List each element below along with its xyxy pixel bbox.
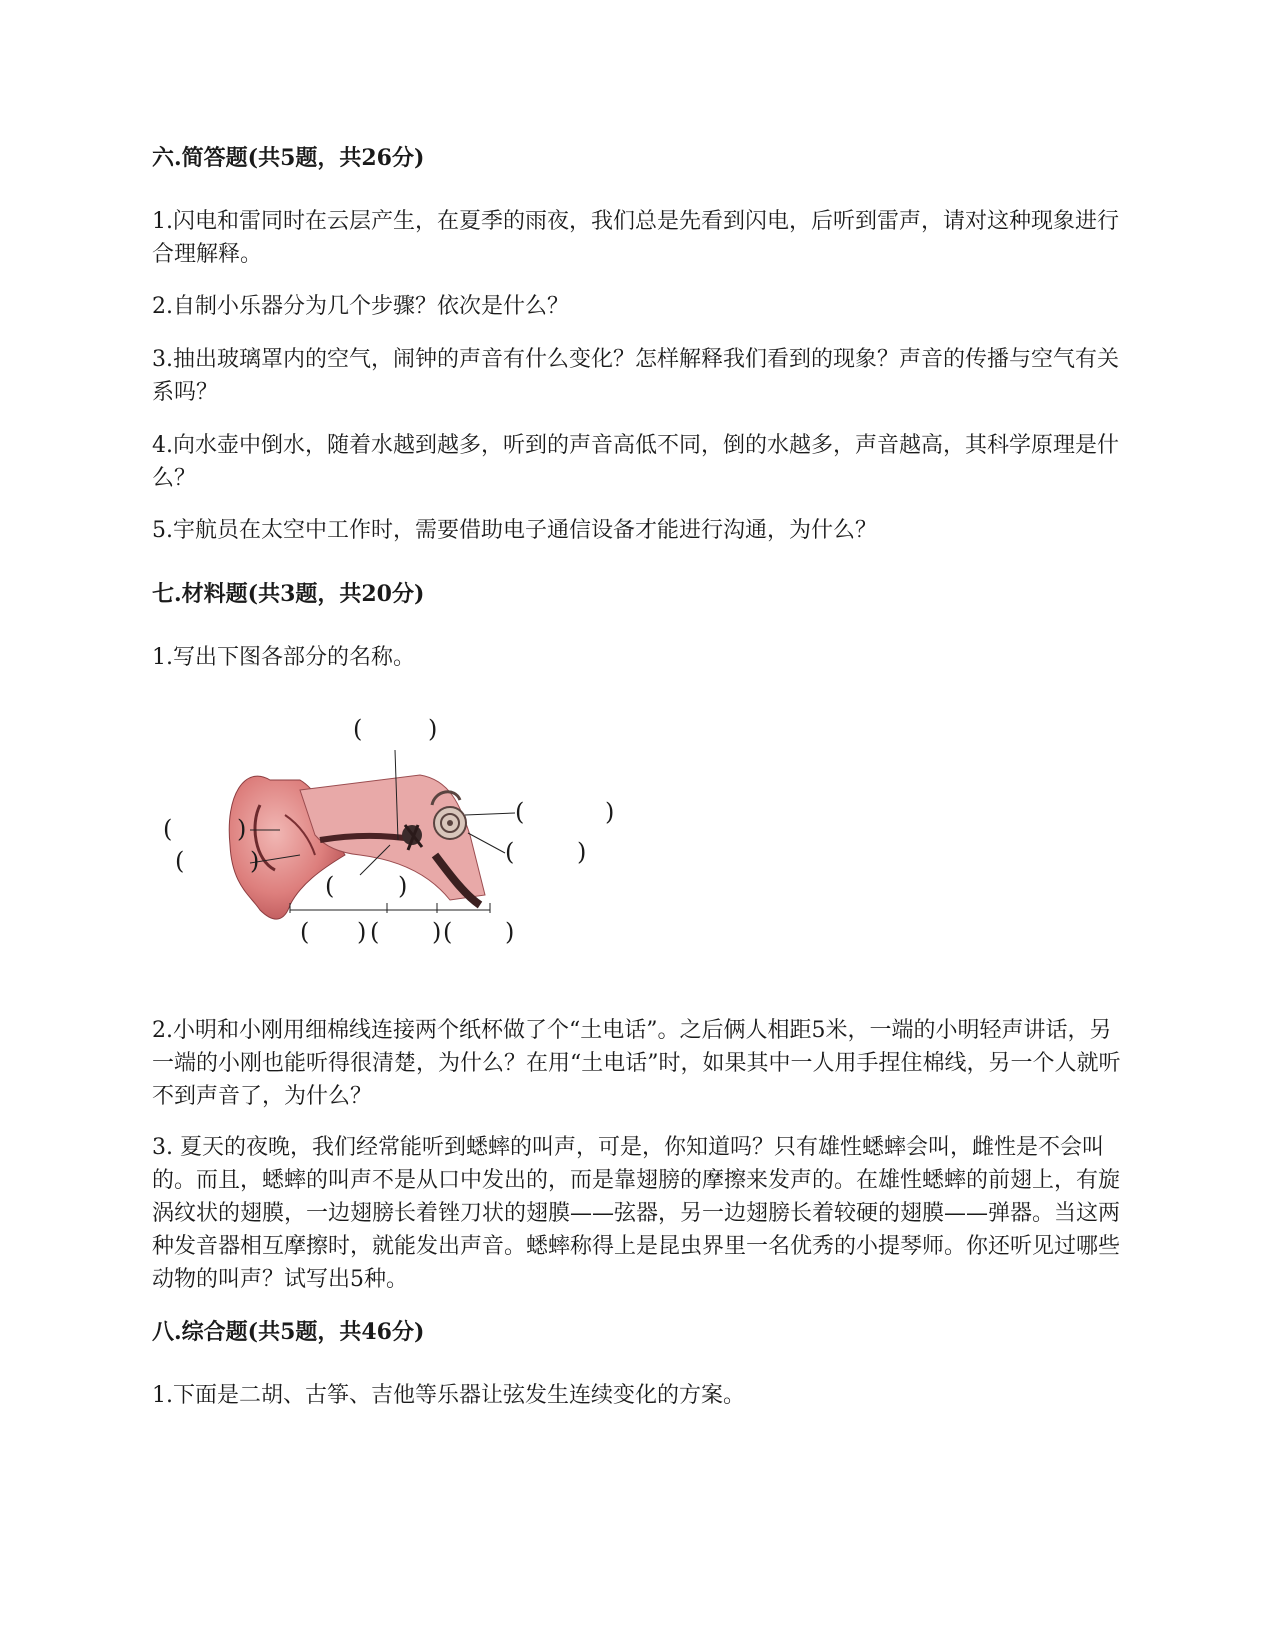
ear-illustration <box>150 735 670 1010</box>
blank-open: ( <box>515 798 525 826</box>
blank-open: ( <box>370 918 380 946</box>
blank-open: ( <box>505 838 515 866</box>
question-6-3: 3.抽出玻璃罩内的空气，闹钟的声音有什么变化？怎样解释我们看到的现象？声音的传播与空气有关系吗？ <box>152 347 1119 405</box>
blank-open: ( <box>175 847 185 875</box>
blank-open: ( <box>353 715 363 743</box>
question-6-5: 5.宇航员在太空中工作时，需要借助电子通信设备才能进行沟通，为什么？ <box>152 518 877 543</box>
ear-diagram <box>150 715 670 1010</box>
question-6-2: 2.自制小乐器分为几个步骤？依次是什么？ <box>152 294 569 319</box>
blank-close: ) <box>357 918 367 946</box>
question-7-1: 1.写出下图各部分的名称。 <box>152 645 415 670</box>
section-title-6: 六.简答题(共5题，共26分) <box>152 145 425 171</box>
blank-open: ( <box>300 918 310 946</box>
question-7-2: 2.小明和小刚用细棉线连接两个纸杯做了个“土电话”。之后俩人相距5米，一端的小明轻声讲话，另一端的小刚也能听得很清楚，为什么？在用“土电话”时，如果其中一人用手捏住棉线，另一个人就听不到声音了，为什么？ <box>152 1018 1121 1109</box>
blank-open: ( <box>163 815 173 843</box>
question-8-1: 1.下面是二胡、古筝、吉他等乐器让弦发生连续变化的方案。 <box>152 1383 745 1408</box>
blank-open: ( <box>325 872 335 900</box>
blank-close: ) <box>432 918 442 946</box>
question-6-4: 4.向水壶中倒水，随着水越到越多，听到的声音高低不同，倒的水越多，声音越高，其科学原理是什么？ <box>152 433 1119 491</box>
blank-close: ) <box>250 847 260 875</box>
blank-close: ) <box>505 918 515 946</box>
blank-close: ) <box>577 838 587 866</box>
question-7-3: 3. 夏天的夜晚，我们经常能听到蟋蟀的叫声，可是，你知道吗？只有雄性蟋蟀会叫，雌性是不会叫的。而且，蟋蟀的叫声不是从口中发出的，而是靠翅膀的摩擦来发声的。在雄性蟋蟀的前翅上，有旋涡纹状的翅膜，一边翅膀长着锉刀状的翅膜——弦器，另一边翅膀长着较硬的翅膜——弹器。当这两种发音器相互摩擦时，就能发出声音。蟋蟀称得上是昆虫界里一名优秀的小提琴师。你还听见过哪些动物的叫声？试写出5种。 <box>152 1135 1121 1292</box>
blank-close: ) <box>237 815 247 843</box>
blank-close: ) <box>398 872 408 900</box>
blank-open: ( <box>443 918 453 946</box>
section-title-7: 七.材料题(共3题，共20分) <box>152 581 425 607</box>
blank-close: ) <box>605 798 615 826</box>
section-title-8: 八.综合题(共5题，共46分) <box>152 1319 425 1345</box>
question-6-1: 1.闪电和雷同时在云层产生，在夏季的雨夜，我们总是先看到闪电，后听到雷声，请对这种现象进行合理解释。 <box>152 209 1119 267</box>
blank-close: ) <box>428 715 438 743</box>
